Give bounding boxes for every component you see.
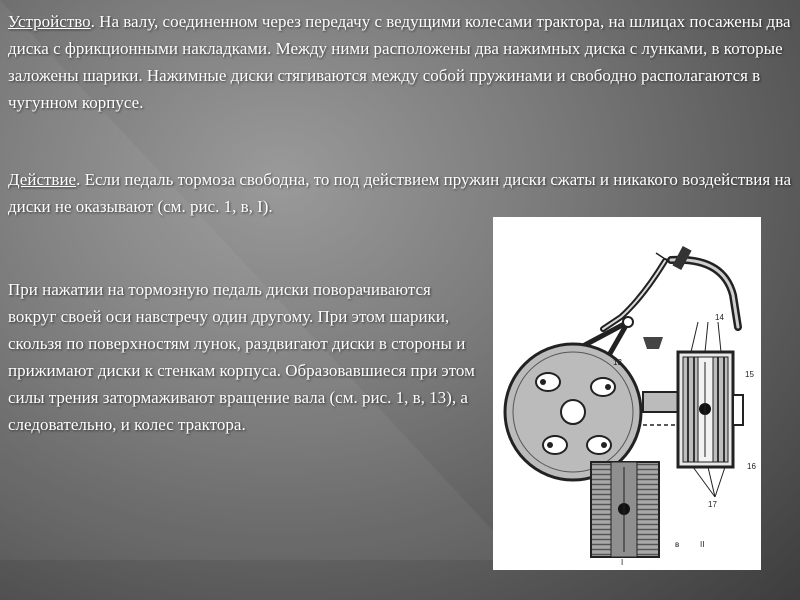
device-heading: Устройство (8, 12, 91, 31)
label-16: 16 (747, 462, 756, 471)
action-heading: Действие (8, 170, 77, 189)
label-14: 14 (715, 313, 724, 322)
device-text: . На валу, соединенном через передачу с ведущими колесами трактора, на шлицах посажены два диска с фрикционными накладками. Между ними расположены два нажимных диска с лунками, в которые заложены шарики. Нажимные диски стягиваются между собой пружинами и свободно располагаются в чугунном корпусе. (8, 12, 791, 112)
brake-diagram (493, 217, 761, 570)
label-13: 13 (613, 358, 622, 367)
disc-section (591, 462, 659, 557)
label-17: 17 (708, 500, 717, 509)
label-15: 15 (745, 370, 754, 379)
pressing-text: При нажатии на тормозную педаль диски поворачиваются вокруг своей оси навстречу один другому. При этом шарики, скользя по поверхностям лунок, раздвигают диски в стороны и прижимают диски к стенкам корпуса. Образовавшиеся при этом силы трения затормаживают вращение вала (см. рис. 1, в, 13), а следовательно, и колес трактора. (8, 280, 475, 434)
device-paragraph (8, 8, 794, 116)
label-b: в (675, 540, 680, 549)
brake-housing (678, 322, 743, 497)
brake-diagram-figure (493, 217, 761, 570)
label-II: II (700, 540, 705, 549)
label-I: I (621, 558, 624, 567)
action-text: . Если педаль тормоза свободна, то под действием пружин диски сжаты и никакого воздействия на диски не оказывают (см. рис. 1, в, I). (8, 170, 792, 216)
action-paragraph (8, 166, 794, 220)
pressing-paragraph (8, 276, 478, 438)
